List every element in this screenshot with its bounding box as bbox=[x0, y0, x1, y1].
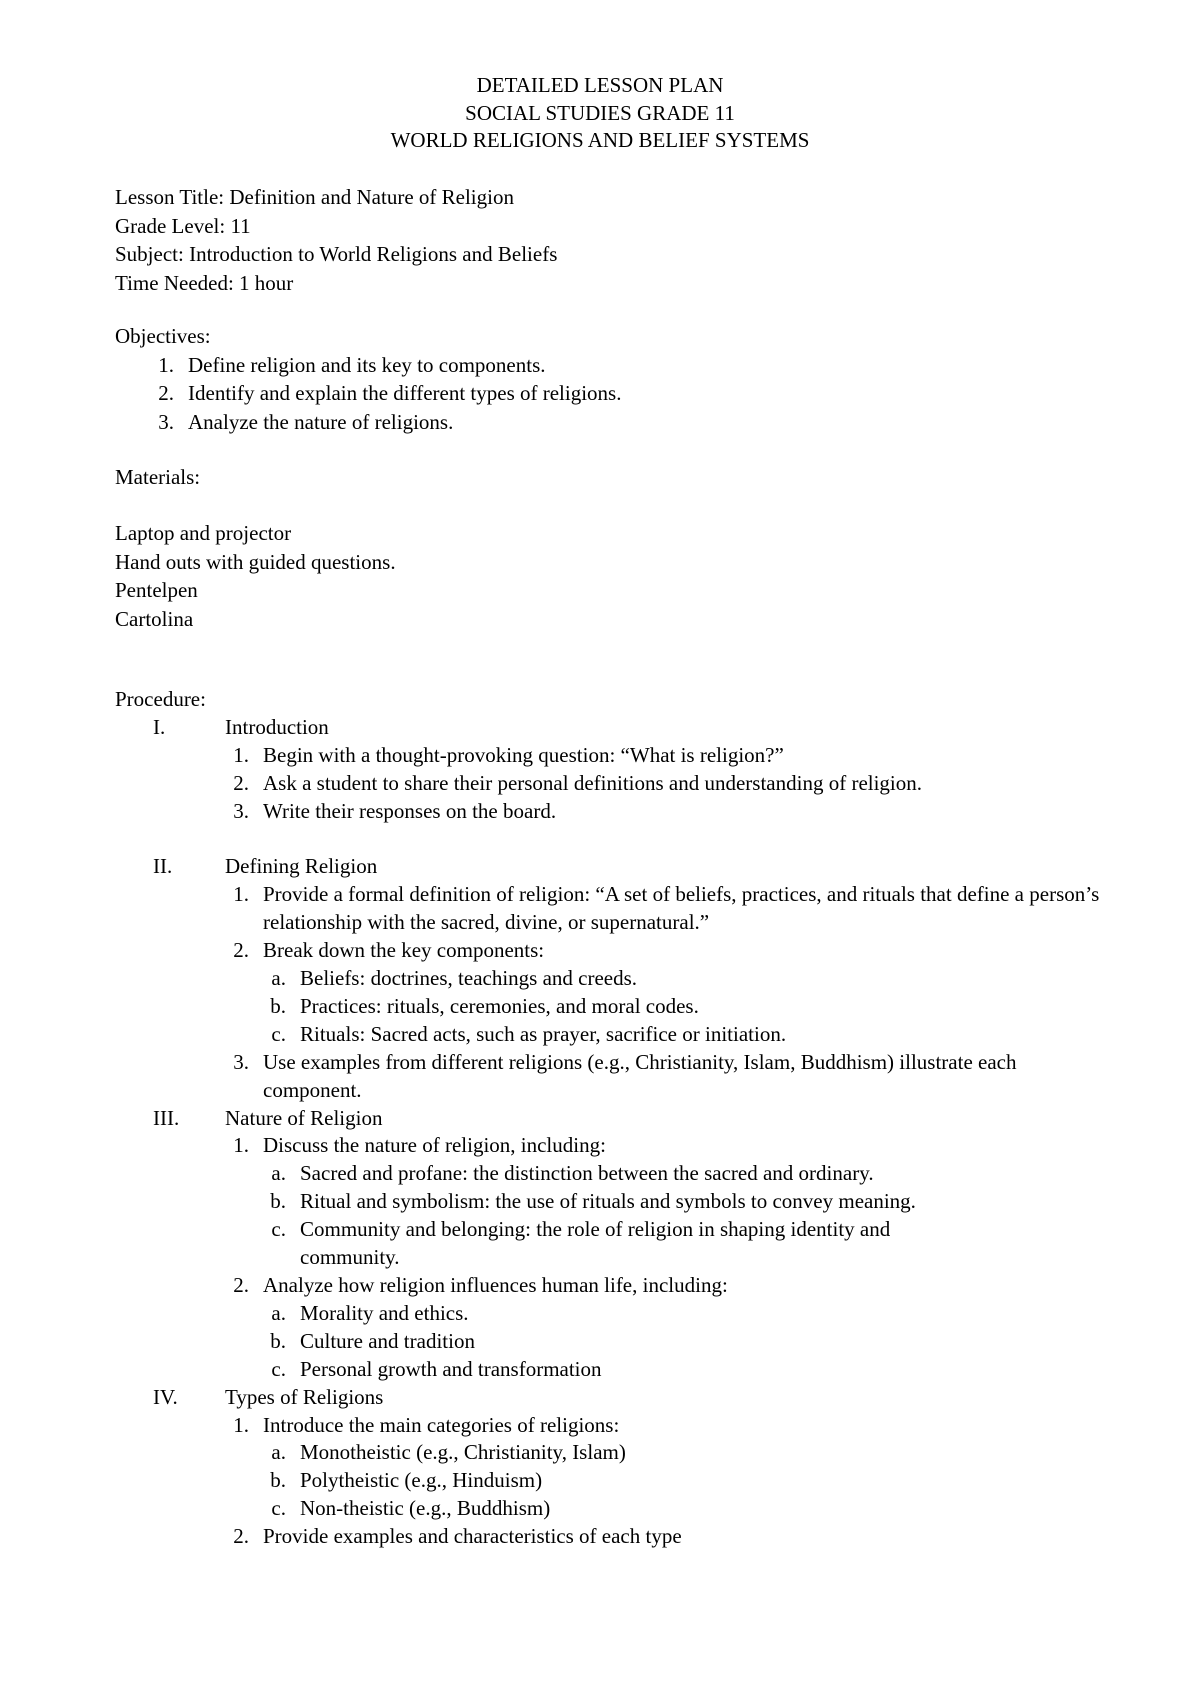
sub-text: Rituals: Sacred acts, such as prayer, sacrifice or initiation. bbox=[300, 1021, 787, 1046]
sub-text: Polytheistic (e.g., Hinduism) bbox=[300, 1468, 543, 1493]
sub-text: Beliefs: doctrines, teachings and creeds. bbox=[300, 966, 638, 991]
document-header bbox=[0, 72, 1200, 155]
sub-letter: c. bbox=[271, 1217, 286, 1242]
sub-item bbox=[115, 1216, 1115, 1272]
step-number: 1. bbox=[233, 742, 249, 767]
step-number: 3. bbox=[233, 798, 249, 823]
procedure-section-heading bbox=[115, 1384, 1115, 1412]
step-number: 2. bbox=[233, 938, 249, 963]
sub-letter: c. bbox=[271, 1356, 286, 1381]
section-numeral: II. bbox=[153, 854, 173, 879]
material-item: Laptop and projector bbox=[115, 521, 292, 545]
objectives-section bbox=[115, 322, 621, 436]
material-item: Cartolina bbox=[115, 606, 194, 631]
sub-text: Personal growth and transformation bbox=[300, 1356, 602, 1381]
step-text: Introduce the main categories of religions: bbox=[263, 1412, 620, 1437]
sub-letter: b. bbox=[270, 1468, 286, 1493]
procedure-section bbox=[115, 686, 1115, 1551]
objective-number: 3. bbox=[158, 409, 174, 434]
objective-item bbox=[115, 408, 621, 437]
sub-item bbox=[115, 1356, 1115, 1384]
section-title: Types of Religions bbox=[225, 1384, 384, 1409]
sub-letter: a. bbox=[271, 1440, 286, 1465]
objectives-label: Objectives: bbox=[115, 324, 211, 348]
sub-item bbox=[115, 1439, 1115, 1467]
sub-text: Community and belonging: the role of religion in shaping identity and community. bbox=[300, 1217, 891, 1270]
time-needed: Time Needed: 1 hour bbox=[115, 270, 294, 295]
procedure-step bbox=[115, 798, 1115, 826]
procedure-label: Procedure: bbox=[115, 687, 206, 711]
objective-item bbox=[115, 351, 621, 380]
sub-text: Morality and ethics. bbox=[300, 1300, 469, 1325]
section-numeral: I. bbox=[153, 714, 166, 739]
sub-item bbox=[115, 993, 1115, 1021]
step-number: 2. bbox=[233, 770, 249, 795]
step-number: 1. bbox=[233, 882, 249, 907]
sub-letter: a. bbox=[271, 966, 286, 991]
step-number: 2. bbox=[233, 1273, 249, 1298]
header-course: WORLD RELIGIONS AND BELIEF SYSTEMS bbox=[390, 128, 810, 152]
step-text: Write their responses on the board. bbox=[263, 798, 557, 823]
sub-letter: b. bbox=[270, 1189, 286, 1214]
objective-text: Define religion and its key to components. bbox=[188, 352, 546, 377]
step-text: Provide examples and characteristics of each type bbox=[263, 1524, 682, 1549]
objective-text: Analyze the nature of religions. bbox=[188, 409, 454, 434]
materials-label: Materials: bbox=[115, 465, 201, 489]
grade-level: Grade Level: 11 bbox=[115, 213, 251, 238]
sub-text: Monotheistic (e.g., Christianity, Islam) bbox=[300, 1440, 626, 1465]
procedure-section-heading bbox=[115, 853, 1115, 881]
header-title: DETAILED LESSON PLAN bbox=[476, 73, 724, 97]
sub-letter: c. bbox=[271, 1496, 286, 1521]
lesson-meta bbox=[115, 183, 557, 297]
materials-heading bbox=[115, 463, 200, 492]
header-subject: SOCIAL STUDIES GRADE 11 bbox=[465, 100, 735, 125]
sub-item bbox=[115, 1021, 1115, 1049]
procedure-section-heading bbox=[115, 1105, 1115, 1133]
step-text: Use examples from different religions (e.g., Christianity, Islam, Buddhism) illustrate each component. bbox=[263, 1049, 1017, 1102]
step-number: 2. bbox=[233, 1524, 249, 1549]
step-number: 3. bbox=[233, 1049, 249, 1074]
sub-letter: c. bbox=[271, 1021, 286, 1046]
procedure-step bbox=[115, 937, 1115, 965]
spacer bbox=[115, 826, 1115, 854]
objective-number: 2. bbox=[158, 381, 174, 405]
sub-item bbox=[115, 1328, 1115, 1356]
section-numeral: IV. bbox=[153, 1384, 178, 1409]
procedure-step bbox=[115, 1272, 1115, 1300]
sub-item bbox=[115, 965, 1115, 993]
sub-text: Culture and tradition bbox=[300, 1328, 475, 1353]
sub-item bbox=[115, 1467, 1115, 1495]
step-number: 1. bbox=[233, 1133, 249, 1158]
sub-item bbox=[115, 1300, 1115, 1328]
objective-number: 1. bbox=[158, 352, 174, 377]
objective-item bbox=[115, 379, 621, 408]
step-text: Break down the key components: bbox=[263, 938, 545, 963]
subject: Subject: Introduction to World Religions and Beliefs bbox=[115, 242, 558, 266]
step-text: Analyze how religion influences human life, including: bbox=[263, 1273, 728, 1298]
sub-letter: b. bbox=[270, 993, 286, 1018]
procedure-step bbox=[115, 1523, 1115, 1551]
procedure-step bbox=[115, 881, 1115, 937]
procedure-step bbox=[115, 742, 1115, 770]
procedure-step bbox=[115, 1132, 1115, 1160]
lesson-title: Lesson Title: Definition and Nature of Religion bbox=[115, 185, 514, 209]
section-numeral: III. bbox=[153, 1105, 180, 1130]
sub-letter: a. bbox=[271, 1161, 286, 1186]
step-text: Begin with a thought-provoking question: “What is religion?” bbox=[263, 742, 784, 767]
sub-text: Sacred and profane: the distinction between the sacred and ordinary. bbox=[300, 1161, 874, 1186]
sub-item bbox=[115, 1495, 1115, 1523]
step-number: 1. bbox=[233, 1412, 249, 1437]
step-text: Discuss the nature of religion, including: bbox=[263, 1133, 606, 1158]
materials-list bbox=[115, 519, 396, 633]
sub-text: Non-theistic (e.g., Buddhism) bbox=[300, 1496, 551, 1521]
sub-letter: b. bbox=[270, 1328, 286, 1353]
sub-item bbox=[115, 1160, 1115, 1188]
section-title: Introduction bbox=[225, 714, 329, 739]
sub-item bbox=[115, 1188, 1115, 1216]
step-text: Provide a formal definition of religion: “A set of beliefs, practices, and rituals that define a person’s relationship with the sacred, divine, or supernatural.” bbox=[263, 882, 1100, 935]
material-item: Hand outs with guided questions. bbox=[115, 549, 396, 574]
objective-text: Identify and explain the different types of religions. bbox=[188, 381, 622, 405]
step-text: Ask a student to share their personal definitions and understanding of religion. bbox=[263, 770, 923, 795]
section-title: Nature of Religion bbox=[225, 1105, 383, 1130]
procedure-section-heading bbox=[115, 714, 1115, 742]
sub-text: Ritual and symbolism: the use of rituals and symbols to convey meaning. bbox=[300, 1189, 916, 1214]
sub-letter: a. bbox=[271, 1300, 286, 1325]
material-item: Pentelpen bbox=[115, 578, 198, 602]
procedure-step bbox=[115, 1049, 1115, 1105]
procedure-step bbox=[115, 1412, 1115, 1440]
sub-text: Practices: rituals, ceremonies, and moral codes. bbox=[300, 993, 699, 1018]
procedure-step bbox=[115, 770, 1115, 798]
section-title: Defining Religion bbox=[225, 854, 378, 879]
